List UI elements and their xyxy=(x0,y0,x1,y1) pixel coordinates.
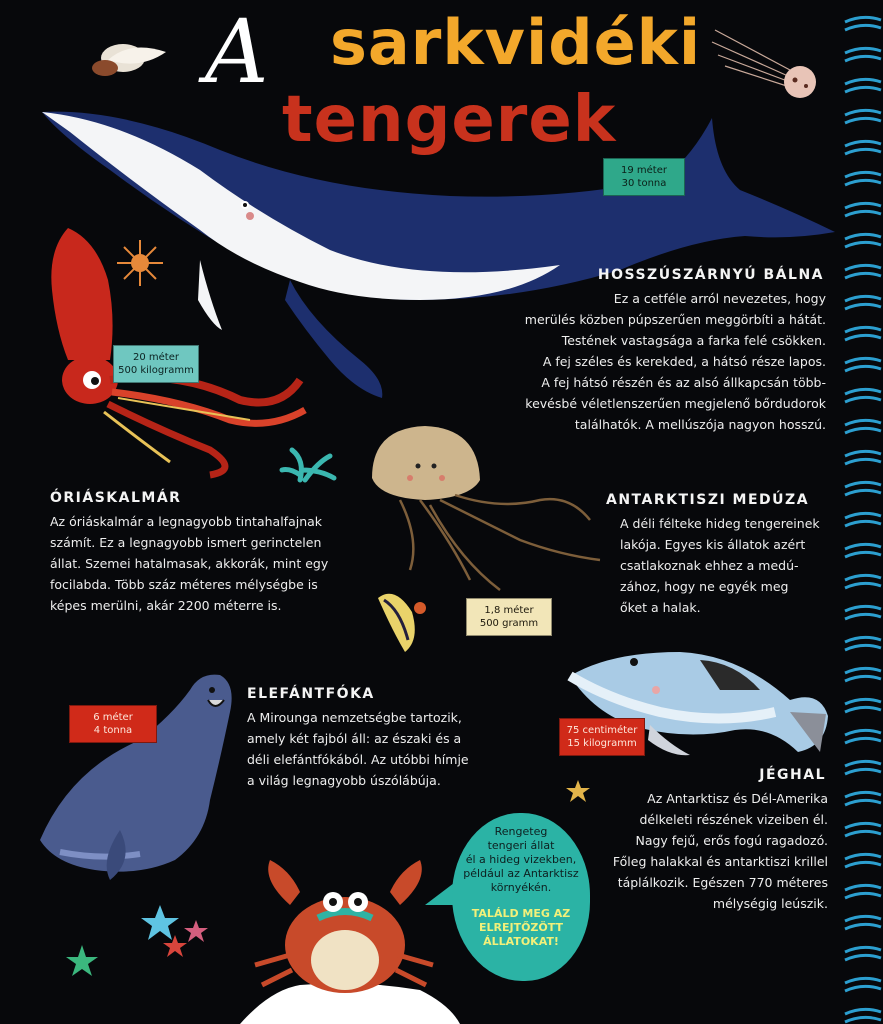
spiral-coil xyxy=(845,637,881,650)
text-line: mélységig leúszik. xyxy=(712,896,828,911)
spiral-coil xyxy=(845,916,881,929)
text-line: A déli félteke hideg tengereinek xyxy=(620,516,820,531)
text-line: Főleg halakkal és antarktiszi krillel xyxy=(612,854,828,869)
squid-heading: ÓRIÁSKALMÁR xyxy=(50,490,182,506)
text-line: tengeri állat xyxy=(487,839,555,852)
icefish-heading: JÉGHAL xyxy=(759,767,826,783)
seal-description xyxy=(247,707,517,791)
small-jellyfish-icon xyxy=(712,30,816,98)
whale-description xyxy=(470,288,826,435)
text-line: A fej széles és kerekded, a hátsó része lapos. xyxy=(542,354,826,369)
sea-urchin-icon xyxy=(117,240,163,286)
tag-line: 1,8 méter xyxy=(484,605,534,616)
tag-line: 4 tonna xyxy=(93,725,133,736)
spiral-coil xyxy=(845,761,881,774)
bubble-call-to-action xyxy=(462,907,580,949)
jellyfish-size-tag xyxy=(466,598,552,636)
title-line-1: sarkvidéki xyxy=(330,6,702,79)
jellyfish-illustration xyxy=(372,426,600,590)
seal-size-tag xyxy=(69,705,157,743)
text-line: Ez a cetféle arról nevezetes, hogy xyxy=(613,291,826,306)
text-line: táplálkozik. Egészen 770 méteres xyxy=(617,875,828,890)
text-line: ÁLLATOKAT! xyxy=(483,935,559,948)
spiral-coil xyxy=(845,327,881,340)
text-line: focilabda. Több száz méteres mélységbe is xyxy=(50,577,318,592)
tag-line: 30 tonna xyxy=(621,178,667,189)
spiral-coil xyxy=(845,451,881,464)
icefish-description xyxy=(560,788,828,914)
jellyfish-heading: ANTARKTISZI MEDÚZA xyxy=(606,492,810,508)
spiral-coil xyxy=(845,79,881,92)
text-line: ELREJTŐZÖTT xyxy=(478,921,564,934)
text-line: a világ legnagyobb úszólábúja. xyxy=(247,773,441,788)
text-line: Az Antarktisz és Dél-Amerika xyxy=(647,791,828,806)
spiral-coil xyxy=(845,203,881,216)
spiral-coil xyxy=(845,389,881,402)
spiral-coil xyxy=(845,110,881,123)
text-line: számít. Ez a legnagyobb ismert gerinctelen xyxy=(50,535,322,550)
text-line: találhatók. A mellúszója nagyon hosszú. xyxy=(574,417,826,432)
spiral-coil xyxy=(845,544,881,557)
spiral-coil xyxy=(845,141,881,154)
spiral-coil xyxy=(845,296,881,309)
spiral-coil xyxy=(845,265,881,278)
text-line: él a hideg vizekben, xyxy=(465,853,577,866)
spiral-coil xyxy=(845,792,881,805)
text-line: zához, hogy ne egyék meg xyxy=(620,579,789,594)
jellyfish-description xyxy=(620,513,840,618)
squid-description xyxy=(50,511,380,616)
spiral-coil xyxy=(845,699,881,712)
spiral-coil xyxy=(845,234,881,247)
spiral-coil xyxy=(845,420,881,433)
tag-line: 500 kilogramm xyxy=(118,365,194,376)
seal-heading: ELEFÁNTFÓKA xyxy=(247,686,375,702)
title-letter: A xyxy=(205,0,269,103)
text-line: kevésbé véletlenszerűen megjelenő bőrdudorok xyxy=(525,396,826,411)
tag-line: 75 centiméter xyxy=(566,725,638,736)
bubble-text xyxy=(462,825,580,895)
text-line: A Mirounga nemzetségbe tartozik, xyxy=(247,710,462,725)
squid-size-tag xyxy=(113,345,199,383)
tag-line: 20 méter xyxy=(133,352,179,363)
text-line: TALÁLD MEG AZ xyxy=(471,907,571,920)
tag-line: 19 méter xyxy=(621,165,667,176)
text-line: képes merülni, akár 2200 méterre is. xyxy=(50,598,282,613)
speech-bubble xyxy=(452,813,590,981)
tag-line: 15 kilogramm xyxy=(567,738,637,749)
text-line: lakója. Egyes kis állatok azért xyxy=(620,537,806,552)
spiral-coil xyxy=(845,854,881,867)
text-line: őket a halak. xyxy=(620,600,701,615)
spiral-binding xyxy=(823,0,883,1024)
text-line: állat. Szemei hatalmasak, akkorák, mint egy xyxy=(50,556,329,571)
text-line: amely két fajból áll: az északi és a xyxy=(247,731,462,746)
spiral-coil xyxy=(845,48,881,61)
coral-icon xyxy=(282,450,334,480)
nudibranch-icon xyxy=(378,594,426,652)
text-line: délkeleti részének vizeiben él. xyxy=(639,812,828,827)
text-line: Nagy fejű, erős fogú ragadozó. xyxy=(635,833,828,848)
whale-heading: HOSSZÚSZÁRNYÚ BÁLNA xyxy=(597,267,824,283)
spiral-coil xyxy=(845,885,881,898)
icefish-size-tag xyxy=(559,718,645,756)
text-line: Rengeteg xyxy=(494,825,548,838)
spiral-coil xyxy=(845,730,881,743)
text-line: Testének vastagsága a farka felé csökken. xyxy=(561,333,826,348)
spiral-coil xyxy=(845,1009,881,1022)
title-line-2: tengerek xyxy=(282,83,617,157)
spiral-coil xyxy=(845,513,881,526)
spiral-coil xyxy=(845,358,881,371)
text-line: például az Antarktisz xyxy=(463,867,579,880)
tag-line: 500 gramm xyxy=(479,618,539,629)
text-line: merülés közben púpszerűen meggörbíti a hátát. xyxy=(524,312,826,327)
spiral-coil xyxy=(845,482,881,495)
spiral-coil xyxy=(845,575,881,588)
text-line: csatlakoznak ehhez a medú- xyxy=(620,558,799,573)
spiral-coil xyxy=(845,823,881,836)
tag-line: 6 méter xyxy=(93,712,133,723)
spiral-coil xyxy=(845,978,881,991)
text-line: környékén. xyxy=(490,881,552,894)
crab-illustration xyxy=(240,860,460,1024)
spiral-coil xyxy=(845,606,881,619)
spiral-coil xyxy=(845,17,881,30)
text-line: A fej hátsó részén és az alsó állkapcsán több- xyxy=(541,375,826,390)
spiral-coil xyxy=(845,668,881,681)
whale-size-tag xyxy=(603,158,685,196)
text-line: déli elefántfókából. Az utóbbi hímje xyxy=(247,752,469,767)
shell-icon xyxy=(92,44,166,76)
spiral-coil xyxy=(845,947,881,960)
text-line: Az óriáskalmár a legnagyobb tintahalfajnak xyxy=(50,514,323,529)
spiral-coil xyxy=(845,172,881,185)
